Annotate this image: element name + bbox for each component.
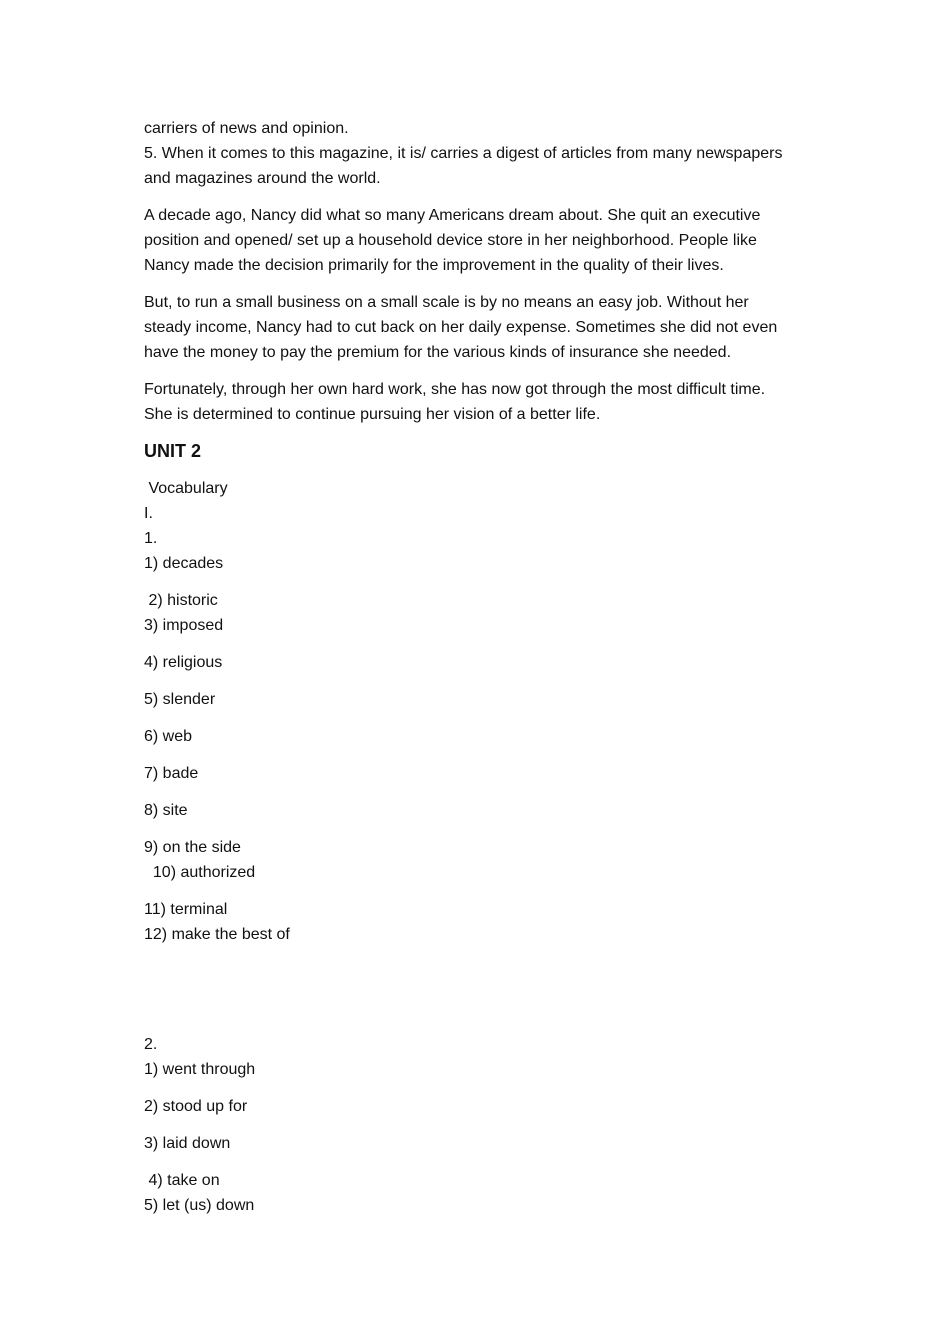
section-label: I. — [144, 505, 153, 522]
answer-item: 10) authorized — [144, 864, 256, 881]
answer-item: 1) went through — [144, 1061, 256, 1078]
paragraph-3 — [144, 377, 824, 427]
answer-item: 3) imposed — [144, 617, 224, 634]
answer-item: 2) stood up for — [144, 1098, 248, 1115]
answer-item: 3) laid down — [144, 1135, 231, 1152]
answer-item: 9) on the side — [144, 839, 241, 856]
answer-item: 4) religious — [144, 654, 223, 671]
vocabulary-label: Vocabulary — [144, 480, 228, 497]
intro-line: and magazines around the world. — [144, 170, 381, 187]
answer-item: 4) take on — [144, 1172, 220, 1189]
paragraph-line: steady income, Nancy had to cut back on her daily expense. Sometimes she did not even — [144, 319, 778, 336]
answer-item: 6) web — [144, 728, 193, 745]
intro-line: carriers of news and opinion. — [144, 120, 349, 137]
spacer — [144, 947, 824, 1032]
paragraph-2 — [144, 290, 824, 365]
answer-item: 7) bade — [144, 765, 199, 782]
unit-title: UNIT 2 — [144, 441, 202, 461]
paragraph-line: A decade ago, Nancy did what so many Americans dream about. She quit an executive — [144, 207, 761, 224]
intro-line: 5. When it comes to this magazine, it is/ carries a digest of articles from many newspapers — [144, 145, 783, 162]
paragraph-line: Fortunately, through her own hard work, she has now got through the most difficult time. — [144, 381, 766, 398]
vocabulary-section — [144, 476, 824, 1218]
answer-item: 5) let (us) down — [144, 1197, 255, 1214]
paragraph-line: Nancy made the decision primarily for the improvement in the quality of their lives. — [144, 257, 724, 274]
paragraph-line: But, to run a small business on a small scale is by no means an easy job. Without her — [144, 294, 749, 311]
answer-item: 8) site — [144, 802, 188, 819]
part-label: 2. — [144, 1036, 158, 1053]
answer-item: 12) make the best of — [144, 926, 290, 943]
answer-item: 1) decades — [144, 555, 224, 572]
paragraph-line: position and opened/ set up a household device store in her neighborhood. People like — [144, 232, 757, 249]
intro-block — [144, 116, 824, 191]
answer-item: 5) slender — [144, 691, 216, 708]
answer-item: 2) historic — [144, 592, 218, 609]
part-label: 1. — [144, 530, 158, 547]
paragraph-line: have the money to pay the premium for the various kinds of insurance she needed. — [144, 344, 732, 361]
answer-item: 11) terminal — [144, 901, 228, 918]
paragraph-1 — [144, 203, 824, 278]
document-page — [144, 116, 824, 1218]
paragraph-line: She is determined to continue pursuing her vision of a better life. — [144, 406, 601, 423]
